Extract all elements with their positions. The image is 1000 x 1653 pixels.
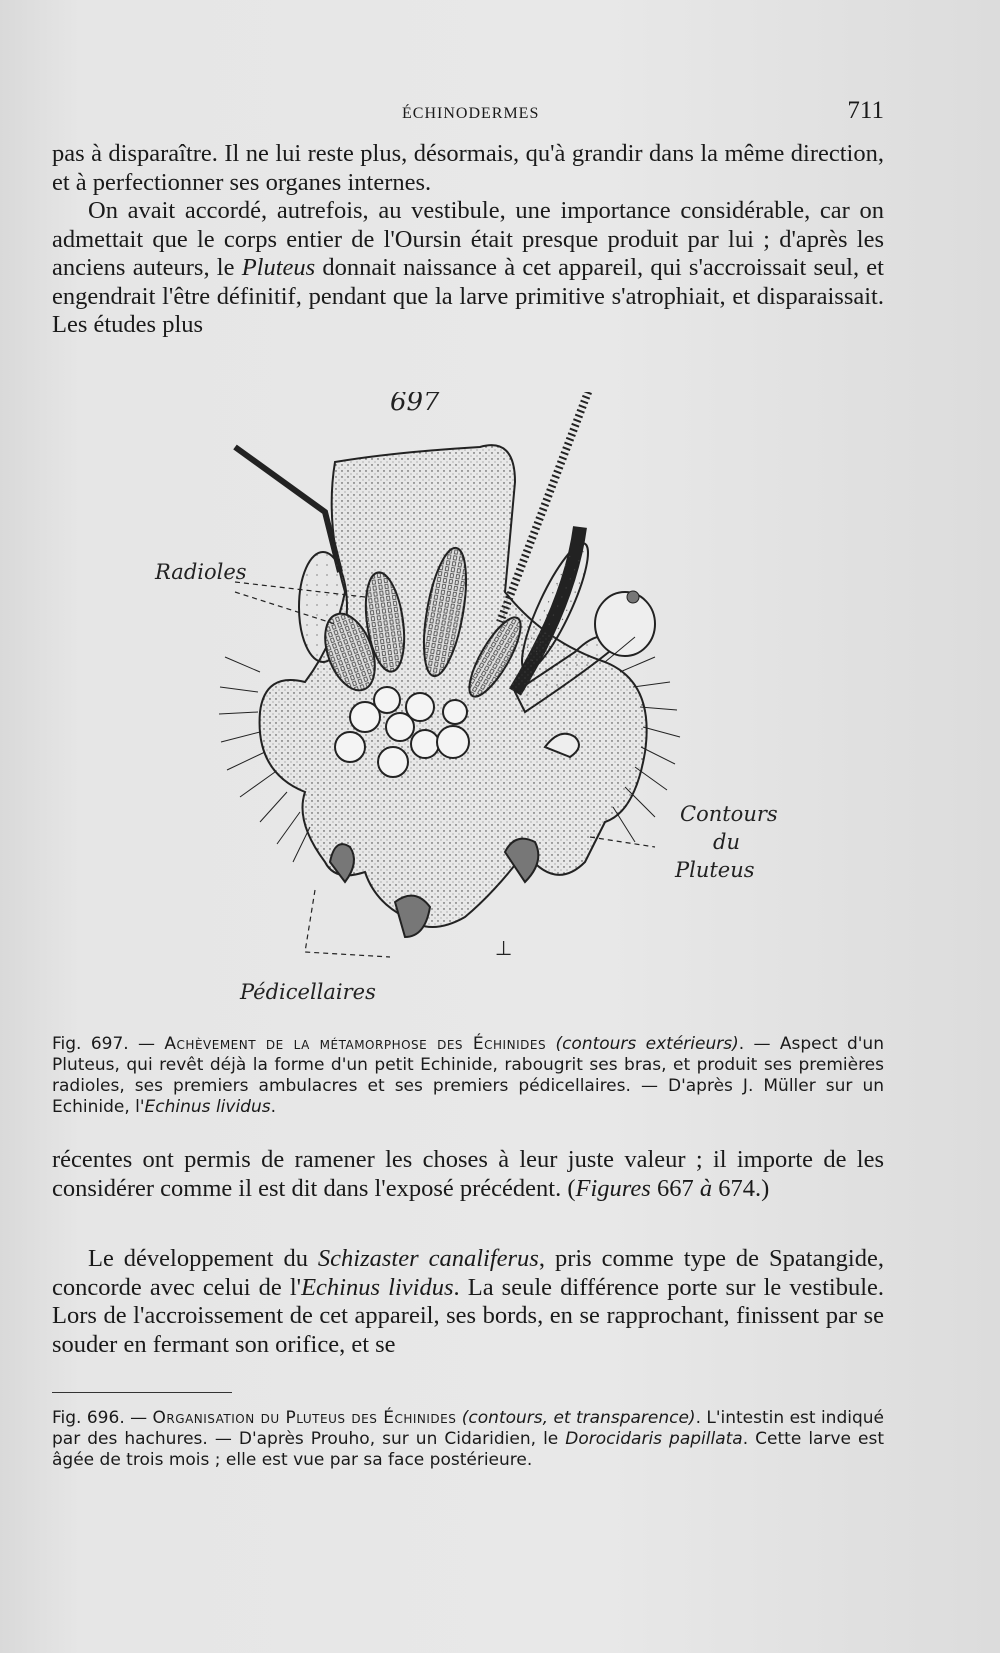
- caption-species: Echinus lividus: [144, 1097, 271, 1117]
- text-line: pas à disparaître. Il ne lui reste plus, désormais, qu'à grandir dans la: [52, 140, 719, 167]
- pedicellaire-head: [595, 592, 655, 656]
- label-pedicellaires: Pédicellaires: [240, 980, 376, 1004]
- caption-prefix: Fig. 696. —: [52, 1408, 153, 1428]
- text-run: . La seule différence porte sur le vestibule. Lors de l'accroissement de cet appareil, ses bords, en se rapprochant, finissent par se souder en fermant son orifice, et se: [52, 1273, 884, 1358]
- text-run: 667: [650, 1174, 700, 1202]
- running-head: ÉCHINODERMES: [402, 105, 540, 122]
- figure-caption-696: [52, 1408, 884, 1471]
- caption-end: .: [270, 1097, 277, 1117]
- label-contours-2: du: [713, 830, 740, 854]
- paragraph-recentes: [52, 1146, 884, 1203]
- caption-prefix: Fig. 697. —: [52, 1034, 165, 1054]
- figure-caption-697: [52, 1034, 884, 1118]
- figure-697: [155, 392, 778, 1017]
- bottom-paragraph: [52, 1245, 884, 1359]
- text-run: donnait naissance à cet appareil, qui s'accroissait seul, et engendrait l'être définitif, pendant que la larve primitive s'atrophiait, et disparaissait. Les études plus: [52, 254, 884, 338]
- italic-term: Echinus lividus: [301, 1273, 454, 1301]
- echinid-larva-illustration: [215, 392, 775, 1017]
- text-run: , pris comme type de Spatangide, concorde avec celui de l': [52, 1245, 884, 1301]
- paragraph-schizaster: [52, 1245, 884, 1359]
- caption-parenthetical: (contours, et transparence): [461, 1408, 696, 1428]
- footnote-rule: [52, 1392, 232, 1393]
- italic-term: Pluteus: [241, 254, 316, 281]
- leader-pedicellaires: [305, 890, 390, 957]
- text-run: récentes ont permis de ramener les choses à leur juste valeur ; il importe de les considérer comme il est dit dans l'exposé précédent. (: [52, 1146, 884, 1202]
- caption-species: Dorocidaris papillata: [565, 1429, 743, 1449]
- caption-title: Organisation du Pluteus des Échinides: [152, 1408, 457, 1428]
- italic-term: Figures: [575, 1174, 651, 1202]
- pluteus-body: [260, 445, 647, 927]
- label-contours-1: Contours: [680, 802, 778, 826]
- text-line: même direction, et à perfectionner ses organes internes.: [52, 140, 884, 196]
- pedicellaire: [330, 844, 354, 882]
- label-contours-3: Pluteus: [675, 858, 755, 882]
- italic-term: Schizaster canaliferus: [317, 1245, 539, 1272]
- leader-contours: [590, 837, 655, 847]
- caption-text: . L'intestin est indiqué par des hachures. — D'après Prouho, sur un Cidaridien, le: [52, 1408, 885, 1449]
- pedicellaire: [395, 896, 430, 937]
- caption-text: . — Aspect d'un Pluteus, qui revêt déjà la forme d'un petit Echinide, rabougrit ses bras, et produit ses premières radioles, ses premiers ambulacres et ses premiers pédicellaires. — D'après J. Müller sur un Echinide, l': [52, 1034, 884, 1117]
- pedicellaire: [505, 839, 538, 882]
- text-run: 674.): [712, 1174, 770, 1202]
- pedicellaire-tip: [627, 591, 639, 603]
- top-paragraphs: [52, 140, 884, 340]
- paragraph-continuation: [52, 140, 884, 197]
- middle-paragraph: [52, 1146, 884, 1203]
- figure-number-label: 697: [390, 392, 440, 417]
- label-radioles: Radioles: [155, 560, 247, 584]
- text-run: Le développement du: [88, 1245, 318, 1272]
- text-run: On avait accordé, autrefois, au vestibule, une importance considérable, car on admettait que le corps entier de l'Oursin était presque produit par lui ; d'après les anciens auteurs, le: [52, 197, 884, 281]
- caption-end: . Cette larve est âgée de trois mois ; elle est vue par sa face postérieure.: [52, 1429, 884, 1470]
- caption-title: Achèvement de la métamorphose des Échinides: [164, 1034, 547, 1054]
- caption-parenthetical: (contours extérieurs): [555, 1034, 739, 1054]
- page-number: 711: [847, 97, 884, 124]
- paragraph-vestibule: [52, 197, 884, 340]
- scale-mark: ⊥: [495, 936, 513, 960]
- page-header: [52, 97, 884, 127]
- italic-term: à: [699, 1174, 713, 1202]
